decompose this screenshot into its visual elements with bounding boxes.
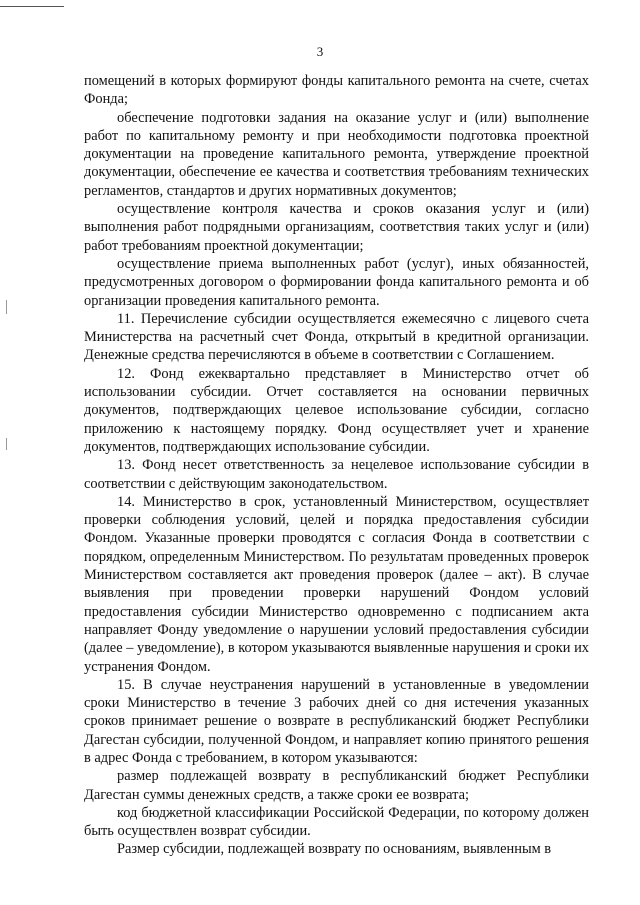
paragraph: помещений в которых формируют фонды капитального ремонта на счете, счетах Фонда; xyxy=(84,73,589,108)
paragraph-item-15: 15. В случае неустранения нарушений в установленные в уведомлении сроки Министерство в течение 3 рабочих дней со дня истечения указанных сроков принимает решение о возврате в республиканский бюджет Республики Дагестан субсидии, полученной Фондом, и направляет копию принятого решения в адрес Фонда с требованием, в котором указываются: xyxy=(84,676,589,766)
margin-mark xyxy=(6,300,7,314)
paragraph-item-11: 11. Перечисление субсидии осуществляется ежемесячно с лицевого счета Министерства на расчетный счет Фонда, открытый в кредитной организации. Денежные средства перечисляются в объеме в соответствии с Соглашением. xyxy=(84,310,589,364)
paragraph: код бюджетной классификации Российской Федерации, по которому должен быть осуществлен возврат субсидии. xyxy=(84,804,589,840)
paragraph-item-14: 14. Министерство в срок, установленный Министерством, осуществляет проверки соблюдения условий, целей и порядка предоставления субсидии Фондом. Указанные проверки проводятся с согласия Фонда в соответствии с порядком, определенным Министерством. По результатам проведенных проверок Министерством составляется акт проведения проверок (далее – акт). В случае выявления при проведении проверки нарушений Фондом условий предоставления субсидии Министерство одновременно с подписанием акта направляет Фонду уведомление о нарушении условий предоставления субсидии (далее – уведомление), в котором указываются выявленные нарушения и сроки их устранения Фондом. xyxy=(84,493,589,675)
paragraph: осуществление приема выполненных работ (услуг), иных обязанностей, предусмотренных договором о формировании фонда капитального ремонта и об организации проведения капитального ремонта. xyxy=(84,255,589,309)
paragraph: Размер субсидии, подлежащей возврату по основаниям, выявленным в xyxy=(117,841,552,858)
margin-mark xyxy=(6,438,7,450)
page-number: 3 xyxy=(316,44,324,59)
paragraph-item-13: 13. Фонд несет ответственность за нецелевое использование субсидии в соответствии с действующим законодательством. xyxy=(84,457,589,492)
paragraph: осуществление контроля качества и сроков оказания услуг и (или) выполнения работ подрядными организациям, соответствия таких услуг и (или) работ требованиям проектной документации; xyxy=(84,201,589,254)
paragraph: обеспечение подготовки задания на оказание услуг и (или) выполнение работ по капитальному ремонту и при необходимости подготовка проектной документации на проведение капитального ремонта, утверждение проектной документации, обеспечение ее качества и соответствия требованиям технических регламентов, стандартов и других нормативных документов; xyxy=(84,109,589,199)
paragraph-item-12: 12. Фонд ежеквартально представляет в Министерство отчет об использовании субсидии. Отчет составляется на основании первичных документов, подтверждающих целевое использование субсидии, согласно приложению к настоящему порядку. Фонд осуществляет учет и хранение документов, подтверждающих использование субсидии. xyxy=(84,365,589,455)
scan-edge-line xyxy=(0,6,64,7)
paragraph: размер подлежащей возврату в республиканский бюджет Республики Дагестан суммы денежных средств, а также сроки ее возврата; xyxy=(84,768,589,803)
document-body xyxy=(84,72,589,859)
